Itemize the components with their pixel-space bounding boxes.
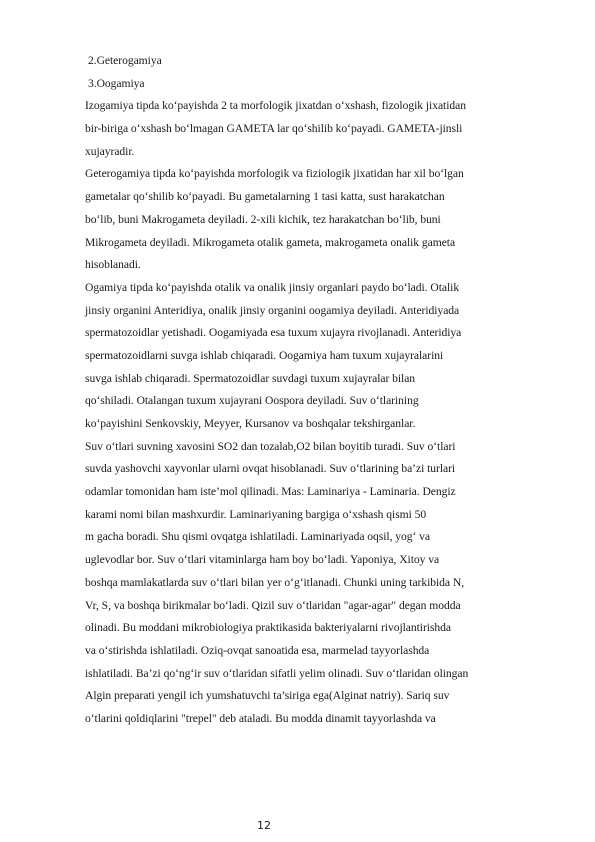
text-line: m gacha boradi. Shu qismi ovqatga ishlatiladi. Laminariyada oqsil, yog‘ va bbox=[85, 530, 431, 544]
text-line: xujayradir. bbox=[85, 144, 135, 158]
text-line: gametalar qo‘shilib ko‘payadi. Bu gametalarning 1 tasi katta, sust harakatchan bbox=[85, 190, 445, 204]
text-line: ko‘payishini Senkovskiy, Meyyer, Kursanov va boshqalar tekshirganlar. bbox=[85, 417, 416, 430]
text-line: Mikrogameta deyiladi. Mikrogameta otalik gameta, makrogameta onalik gameta bbox=[85, 235, 456, 249]
text-line: karami nomi bilan mashxurdir. Laminariyaning bargiga o‘xshash qismi 50 bbox=[85, 507, 427, 521]
text-line: jinsiy organini Anteridiya, onalik jinsiy organini oogamiya deyiladi. Anteridiyada bbox=[85, 303, 460, 317]
text-line: bo‘lib, buni Makrogameta deyiladi. 2-xili kichik, tez harakatchan bo‘lib, buni bbox=[85, 212, 441, 226]
text-line: olinadi. Bu moddani mikrobiologiya praktikasida bakteriyalarni rivojlantirishda bbox=[85, 621, 452, 635]
text-line: Ogamiya tipda ko‘payishda otalik va onalik jinsiy organlari paydo bo‘ladi. Otalik bbox=[85, 280, 460, 294]
text-line: suvda yashovchi xayvonlar ularni ovqat hisoblanadi. Suv o‘tlarining ba’zi turlari bbox=[85, 462, 456, 476]
text-line: spermatozoidlarni suvga ishlab chiqaradi. Oogamiya ham tuxum xujayralarini bbox=[85, 348, 444, 362]
text-line: spermatozoidlar yetishadi. Oogamiyada esa tuxum xujayra rivojlanadi. Anteridiya bbox=[85, 326, 462, 340]
text-line: Suv o‘tlari suvning xavosini SO2 dan tozalab,O2 bilan boyitib turadi. Suv o‘tlari bbox=[85, 439, 456, 453]
text-line: qo‘shiladi. Otalangan tuxum xujayrani Oospora deyiladi. Suv o‘tlarining bbox=[85, 394, 419, 408]
text-line: va o‘stirishda ishlatiladi. Oziq-ovqat sanoatida esa, marmelad tayyorlashda bbox=[85, 643, 430, 657]
text-line: Geterogamiya tipda ko‘payishda morfologik va fiziologik jixatidan har xil bo‘lgan bbox=[85, 167, 464, 181]
body-text bbox=[85, 50, 555, 731]
text-line: ishlatiladi. Ba’zi qo‘ng‘ir suv o‘tlaridan sifatli yelim olinadi. Suv o‘tlaridan olingan bbox=[85, 666, 469, 680]
list-item-geterogamiya: 2.Geterogamiya bbox=[88, 54, 162, 67]
text-line: Algin preparati yengil ich yumshatuvchi ta’siriga ega(Alginat natriy). Sariq suv bbox=[85, 689, 450, 703]
text-line: o‘tlarini qoldiqlarini "trepel" deb ataladi. Bu modda dinamit tayyorlashda va bbox=[85, 711, 436, 725]
text-line: uglevodlar bor. Suv o‘tlari vitaminlarga ham boy bo‘ladi. Yaponiya, Xitoy va bbox=[85, 553, 440, 567]
page-number: 12 bbox=[257, 819, 271, 832]
text-line: Izogamiya tipda ko‘payishda 2 ta morfologik jixatdan o‘xshash, fizologik jixatidan bbox=[85, 99, 466, 113]
text-line: Vr, S, va boshqa birikmalar bo‘ladi. Qizil suv o‘tlaridan "agar-agar" degan modda bbox=[85, 598, 461, 612]
list-item-oogamiya: 3.Oogamiya bbox=[88, 76, 145, 90]
text-line: hisoblanadi. bbox=[85, 258, 141, 272]
text-line: bir-biriga o‘xshash bo‘lmagan GAMETA lar qo‘shilib ko‘payadi. GAMETA-jinsli bbox=[85, 122, 463, 136]
text-line: suvga ishlab chiqaradi. Spermatozoidlar suvdagi tuxum xujayralar bilan bbox=[85, 371, 416, 385]
text-line: odamlar tomonidan ham iste’mol qilinadi. Mas: Laminariya - Laminaria. Dengiz bbox=[85, 485, 456, 499]
text-line: boshqa mamlakatlarda suv o‘tlari bilan yer o‘g‘itlanadi. Chunki uning tarkibida N, bbox=[85, 575, 465, 589]
